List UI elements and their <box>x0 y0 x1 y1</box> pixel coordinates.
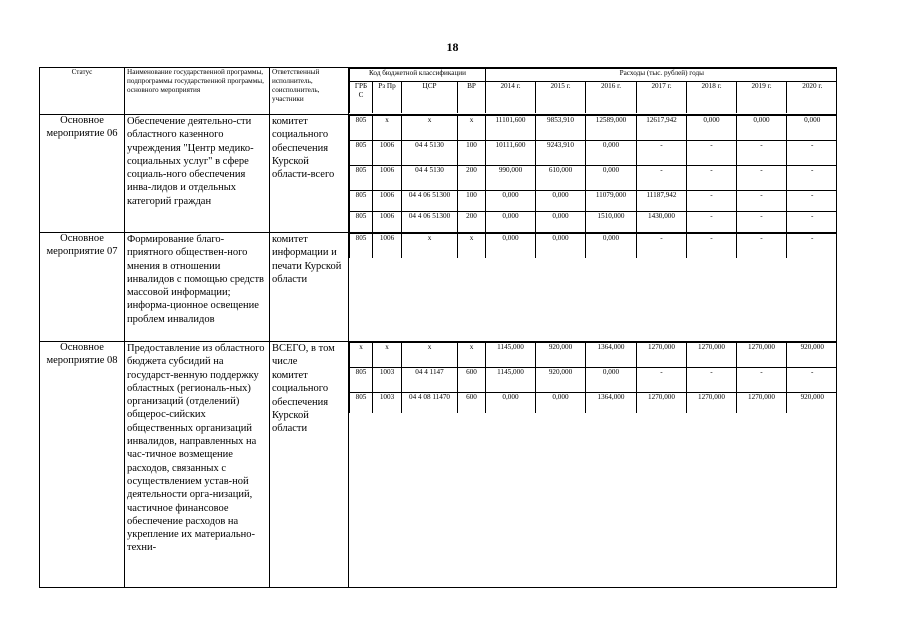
cell-csr: х <box>402 116 458 141</box>
header-codes-expenses <box>349 68 837 115</box>
cell-value: - <box>687 191 737 212</box>
cell-csr: 04 4 5130 <box>402 166 458 191</box>
cell-value: 0,000 <box>536 234 586 259</box>
cell-vr: 600 <box>458 393 486 414</box>
header-rzpr: Рз Пр <box>373 82 402 114</box>
group-status: Основное мероприятие 07 <box>40 233 125 342</box>
cell-value: - <box>637 368 687 393</box>
cell-csr: 04 4 06 51300 <box>402 212 458 233</box>
group-row-06 <box>40 115 837 233</box>
group-row-07 <box>40 233 837 342</box>
cell-value: - <box>787 191 837 212</box>
cell-value: 0,000 <box>586 234 637 259</box>
cell-vr: 100 <box>458 191 486 212</box>
table-row <box>350 368 837 393</box>
group-executor-total: ВСЕГО, в том числе <box>272 343 335 368</box>
cell-value: 1270,000 <box>737 393 787 414</box>
cell-rzpr: 1006 <box>373 141 402 166</box>
cell-rzpr: 1003 <box>373 393 402 414</box>
cell-value: 10111,600 <box>486 141 536 166</box>
cell-value: 1364,000 <box>586 343 637 368</box>
cell-value: 1270,000 <box>637 393 687 414</box>
cell-value: - <box>787 166 837 191</box>
cell-value: 0,000 <box>687 116 737 141</box>
cell-value: - <box>737 234 787 259</box>
cell-value: 9853,910 <box>536 116 586 141</box>
group-name: Предоставление из областного бюджета субсидий на государст-венную поддержку областных (региональ-ных) организаций (отделений) общерос-сийских общественных организаций инвалидов, направленных на час-тичное возмещение расходов, связанных с осуществлением устав-ной деятельности орга-низаций, частичное финансовое обеспечение расходов на укрепление их материально-техни- <box>125 342 270 588</box>
cell-vr: х <box>458 343 486 368</box>
group-data <box>349 342 837 588</box>
group-data <box>349 115 837 233</box>
cell-value: 920,000 <box>536 368 586 393</box>
cell-value: 11187,942 <box>637 191 687 212</box>
header-year: 2016 г. <box>586 82 637 114</box>
cell-csr: 04 4 06 51300 <box>402 191 458 212</box>
cell-value: 0,000 <box>586 368 637 393</box>
cell-csr: х <box>402 343 458 368</box>
cell-value: 920,000 <box>787 343 837 368</box>
group-name: Обеспечение деятельно-сти областного казенного учреждения "Центр медико-социальных услуг" в сфере социаль-ного обеспечения инва-лидов и отдельных категорий граждан <box>125 115 270 233</box>
cell-rzpr: х <box>373 116 402 141</box>
cell-value: - <box>687 166 737 191</box>
group-status: Основное мероприятие 06 <box>40 115 125 233</box>
header-year: 2015 г. <box>536 82 586 114</box>
table-row <box>350 343 837 368</box>
cell-value: 610,000 <box>536 166 586 191</box>
cell-value: 11101,600 <box>486 116 536 141</box>
cell-value: - <box>737 141 787 166</box>
cell-value: - <box>687 368 737 393</box>
cell-value: - <box>737 368 787 393</box>
cell-value: - <box>687 212 737 233</box>
cell-grbs: х <box>350 343 373 368</box>
cell-value: 920,000 <box>536 343 586 368</box>
cell-value: 0,000 <box>486 191 536 212</box>
table-row <box>350 393 837 414</box>
group-executor: комитет социального обеспечения Курской области-всего <box>270 115 349 233</box>
header-row <box>40 68 837 115</box>
table-row <box>350 234 837 259</box>
cell-rzpr: 1006 <box>373 234 402 259</box>
table-row <box>350 166 837 191</box>
cell-value: 1145,000 <box>486 343 536 368</box>
cell-rzpr: 1006 <box>373 166 402 191</box>
cell-value: 1145,000 <box>486 368 536 393</box>
cell-rzpr: 1006 <box>373 212 402 233</box>
cell-value: 1270,000 <box>737 343 787 368</box>
cell-rzpr: х <box>373 343 402 368</box>
budget-table <box>39 67 837 588</box>
table-row <box>350 212 837 233</box>
cell-value: 0,000 <box>486 393 536 414</box>
header-status: Статус <box>40 68 125 115</box>
cell-grbs: 805 <box>350 234 373 259</box>
cell-rzpr: 1003 <box>373 368 402 393</box>
cell-vr: х <box>458 116 486 141</box>
header-grbs: ГРБ С <box>350 82 373 114</box>
cell-value: - <box>637 141 687 166</box>
cell-value: - <box>687 141 737 166</box>
group-executor: комитет информации и печати Курской области <box>270 233 349 342</box>
cell-value: - <box>737 191 787 212</box>
cell-vr: 100 <box>458 141 486 166</box>
cell-csr: х <box>402 234 458 259</box>
group-executor-cell <box>270 342 349 588</box>
cell-value: - <box>787 141 837 166</box>
cell-value: 1270,000 <box>687 393 737 414</box>
cell-vr: 200 <box>458 166 486 191</box>
group-executor: комитет социального обеспечения Курской области <box>272 370 329 435</box>
cell-grbs: 805 <box>350 166 373 191</box>
cell-value: - <box>787 368 837 393</box>
group-status: Основное мероприятие 08 <box>40 342 125 588</box>
cell-grbs: 805 <box>350 212 373 233</box>
cell-grbs: 805 <box>350 393 373 414</box>
cell-grbs: 805 <box>350 141 373 166</box>
cell-value: 12617,942 <box>637 116 687 141</box>
group-name: Формирование благо-приятного обществен-ного мнения в отношении инвалидов с помощью средств массовой информации; информа-ционное освещение проблем инвалидов <box>125 233 270 342</box>
cell-csr: 04 4 1147 <box>402 368 458 393</box>
cell-value: - <box>637 234 687 259</box>
table-row <box>350 141 837 166</box>
group-subtable <box>349 342 837 413</box>
group-row-08 <box>40 342 837 588</box>
cell-csr: 04 4 08 11470 <box>402 393 458 414</box>
cell-value: - <box>787 212 837 233</box>
cell-vr: 600 <box>458 368 486 393</box>
group-subtable <box>349 115 837 232</box>
cell-value: - <box>787 234 837 259</box>
cell-value: 0,000 <box>586 166 637 191</box>
header-year: 2019 г. <box>737 82 787 114</box>
cell-value: 0,000 <box>536 393 586 414</box>
header-expenses: Расходы (тыс. рублей) годы <box>486 69 837 82</box>
cell-value: 0,000 <box>586 141 637 166</box>
header-year: 2020 г. <box>787 82 837 114</box>
cell-vr: 200 <box>458 212 486 233</box>
page-number: 18 <box>446 40 459 54</box>
header-name: Наименование государственной программы, подпрограммы государственной программы, основного мероприятия <box>125 68 270 115</box>
header-year: 2018 г. <box>687 82 737 114</box>
cell-value: 1270,000 <box>637 343 687 368</box>
cell-value: 0,000 <box>486 212 536 233</box>
header-budget-code: Код бюджетной классификации <box>350 69 486 82</box>
cell-value: - <box>637 166 687 191</box>
cell-value: 0,000 <box>787 116 837 141</box>
group-subtable <box>349 233 837 258</box>
cell-value: 0,000 <box>536 191 586 212</box>
cell-value: 990,000 <box>486 166 536 191</box>
cell-value: - <box>737 212 787 233</box>
header-year: 2017 г. <box>637 82 687 114</box>
header-year: 2014 г. <box>486 82 536 114</box>
group-data <box>349 233 837 342</box>
cell-value: - <box>687 234 737 259</box>
cell-value: 9243,910 <box>536 141 586 166</box>
cell-value: 0,000 <box>536 212 586 233</box>
cell-grbs: 805 <box>350 116 373 141</box>
cell-value: - <box>737 166 787 191</box>
cell-value: 0,000 <box>486 234 536 259</box>
cell-value: 920,000 <box>787 393 837 414</box>
cell-value: 11079,000 <box>586 191 637 212</box>
cell-value: 1510,000 <box>586 212 637 233</box>
cell-grbs: 805 <box>350 368 373 393</box>
header-vr: ВР <box>458 82 486 114</box>
cell-value: 0,000 <box>737 116 787 141</box>
cell-grbs: 805 <box>350 191 373 212</box>
cell-value: 1270,000 <box>687 343 737 368</box>
cell-value: 12589,000 <box>586 116 637 141</box>
header-subtable <box>349 68 837 113</box>
cell-vr: х <box>458 234 486 259</box>
header-executor: Ответственный исполнитель, соисполнитель, участники <box>270 68 349 115</box>
table-row <box>350 191 837 212</box>
table-row <box>350 116 837 141</box>
cell-csr: 04 4 5130 <box>402 141 458 166</box>
cell-rzpr: 1006 <box>373 191 402 212</box>
cell-value: 1430,000 <box>637 212 687 233</box>
cell-value: 1364,000 <box>586 393 637 414</box>
header-csr: ЦСР <box>402 82 458 114</box>
